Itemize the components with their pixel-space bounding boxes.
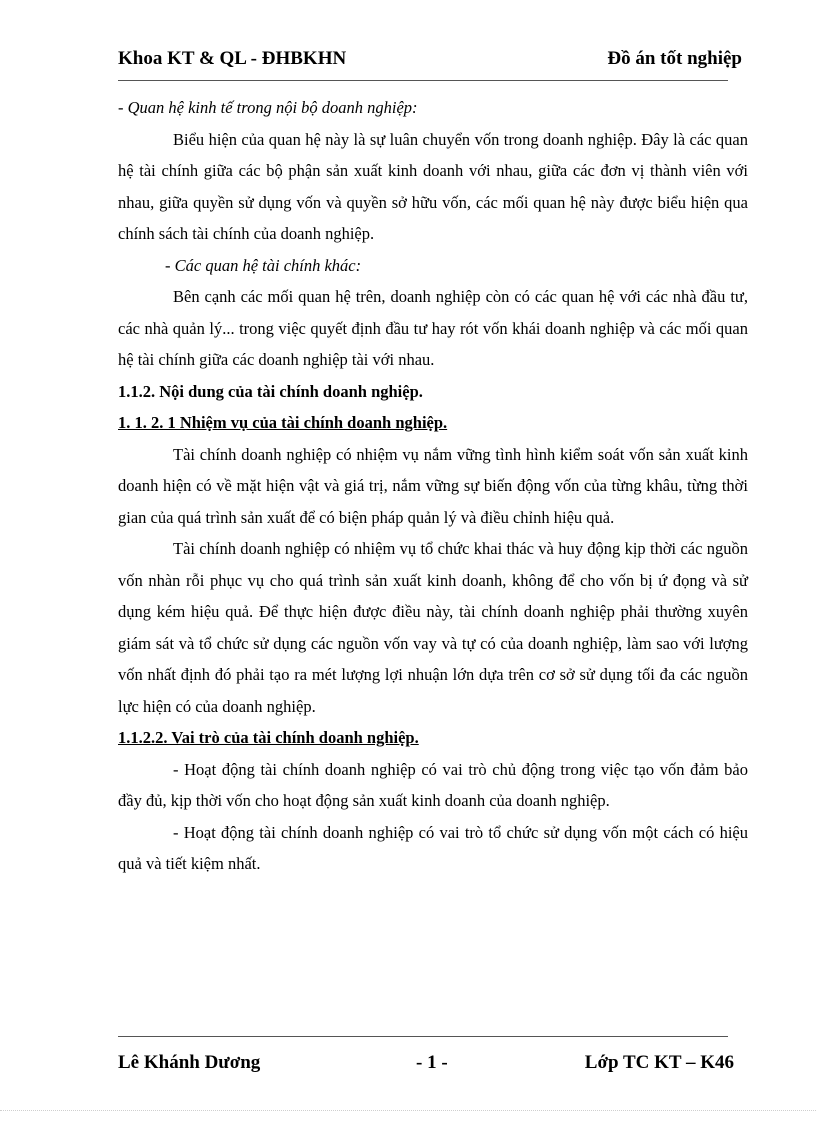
paragraph: - Hoạt động tài chính doanh nghiệp có vai trò tổ chức sử dụng vốn một cách có hiệu quả và tiết kiệm nhất. — [118, 822, 748, 873]
subsection-heading: 1. 1. 2. 1 Nhiệm vụ của tài chính doanh nghiệp. — [118, 413, 448, 432]
header-faculty: Khoa KT & QL - ĐHBKHN — [118, 48, 347, 69]
page-bottom-border — [0, 1110, 816, 1111]
footer-rule — [118, 1036, 728, 1037]
footer-author: Lê Khánh Dương — [118, 1052, 261, 1073]
subsection-internal-relations: - Quan hệ kinh tế trong nội bộ doanh nghiệp: — [118, 98, 418, 117]
document-body — [118, 92, 748, 880]
paragraph: Tài chính doanh nghiệp có nhiệm vụ tổ chức khai thác và huy động kịp thời các nguồn vốn nhàn rỗi phục vụ cho quá trình sản xuất kinh doanh, không để cho vốn bị ứ đọng và sử dụng kém hiệu quả. Để thực hiện được điều này, tài chính doanh nghiệp phải thường xuyên giám sát và tổ chức sử dụng các nguồn vốn vay và tự có của doanh nghiệp, làm sao với lượng vốn nhất định đó phải tạo ra mét lượng lợi nhuận lớn dựa trên cơ sở sử dụng tối đa các nguồn lực hiện có của doanh nghiệp. — [118, 539, 748, 716]
paragraph: Tài chính doanh nghiệp có nhiệm vụ nắm vững tình hình kiểm soát vốn sản xuất kinh doanh hiện có về mặt hiện vật và giá trị, nắm vững sự biến động vốn của từng khâu, từng thời gian của quá trình sản xuất để có biện pháp quản lý và điều chỉnh hiệu quả. — [118, 444, 748, 527]
footer-class: Lớp TC KT – K46 — [584, 1052, 734, 1073]
subsection-other-relations: - Các quan hệ tài chính khác: — [165, 255, 362, 275]
section-heading: 1.1.2. Nội dung của tài chính doanh nghiệp. — [118, 381, 423, 401]
paragraph: Biểu hiện của quan hệ này là sự luân chuyển vốn trong doanh nghiệp. Đây là các quan hệ tài chính giữa các bộ phận sản xuất kinh doanh với nhau, giữa các đơn vị thành viên với nhau, giữa quyền sử dụng vốn và quyền sở hữu vốn, các mối quan hệ này được biểu hiện qua chính sách tài chính của doanh nghiệp. — [118, 129, 748, 243]
page-header — [118, 48, 742, 76]
page-footer — [118, 1052, 734, 1080]
page-number: - 1 - — [416, 1052, 448, 1073]
subsection-heading: 1.1.2.2. Vai trò của tài chính doanh nghiệp. — [118, 728, 419, 747]
header-doc-type: Đồ án tốt nghiệp — [607, 48, 742, 69]
header-rule — [118, 80, 728, 81]
paragraph: - Hoạt động tài chính doanh nghiệp có vai trò chủ động trong việc tạo vốn đảm bảo đầy đủ, kịp thời vốn cho hoạt động sản xuất kinh doanh của doanh nghiệp. — [118, 759, 748, 810]
paragraph: Bên cạnh các mối quan hệ trên, doanh nghiệp còn có các quan hệ với các nhà đầu tư, các nhà quản lý... trong việc quyết định đầu tư hay rót vốn khái doanh nghiệp và các mối quan hệ tài chính giữa các doanh nghiệp tài với nhau. — [118, 287, 748, 369]
